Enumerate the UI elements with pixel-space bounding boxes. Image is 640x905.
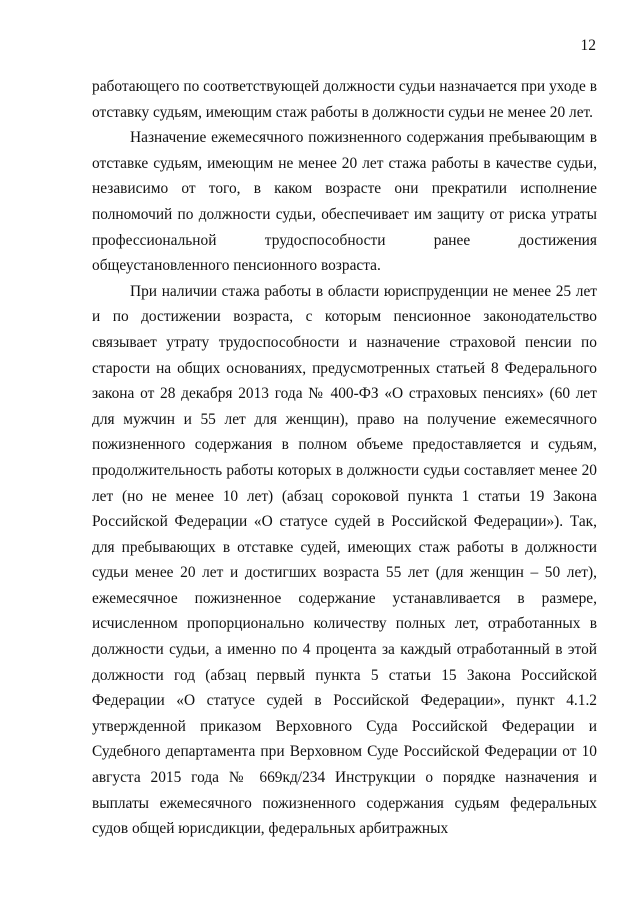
page-number: 12 [580, 37, 596, 54]
paragraph-continuation: работающего по соответствующей должности судьи назначается при уходе в отставку судьям, имеющим стаж работы в должности судьи не менее 20 лет. [92, 78, 597, 121]
paragraph-legal-experience: При наличии стажа работы в области юриспруденции не менее 25 лет и по достижении возраста, с которым пенсионное законодательство связывает утрату трудоспособности и назначение страховой пенсии по старости на общих основаниях, предусмотренных статьей 8 Федерального закона от 28 декабря 2013 года № 400-ФЗ «О страховых пенсиях» (60 лет для мужчин и 55 лет для женщин), право на получение ежемесячного пожизненного содержания в полном объеме предоставляется и судьям, продолжительность работы которых в должности судьи составляет менее 20 лет (но не менее 10 лет) (абзац сороковой пункта 1 статьи 19 Закона Российской Федерации «О статусе судей в Российской Федерации»). Так, для пребывающих в отставке судей, имеющих стаж работы в должности судьи менее 20 лет и достигших возраста 55 лет (для женщин – 50 лет), ежемесячное пожизненное содержание устанавливается в размере, исчисленном пропорционально количеству полных лет, отработанных в должности судьи, а именно по 4 процента за каждый отработанный в этой должности год (абзац первый пункта 5 статьи 15 Закона Российской Федерации «О статусе судей в Российской Федерации», пункт 4.1.2 утвержденной приказом Верховного Суда Российской Федерации и Судебного департамента при Верховном Суде Российской Федерации от 10 августа 2015 года № 669кд/234 Инструкции о порядке назначения и выплаты ежемесячного пожизненного содержания судьям федеральных судов общей юрисдикции, федеральных арбитражных [92, 282, 597, 838]
document-body [92, 74, 597, 842]
paragraph-lifetime-allowance: Назначение ежемесячного пожизненного содержания пребывающим в отставке судьям, имеющим не менее 20 лет стажа работы в качестве судьи, независимо от того, в каком возрасте они прекратили исполнение полномочий по должности судьи, обеспечивает им защиту от риска утраты профессиональной трудоспособности ранее достижения общеустановленного пенсионного возраста. [92, 129, 597, 275]
